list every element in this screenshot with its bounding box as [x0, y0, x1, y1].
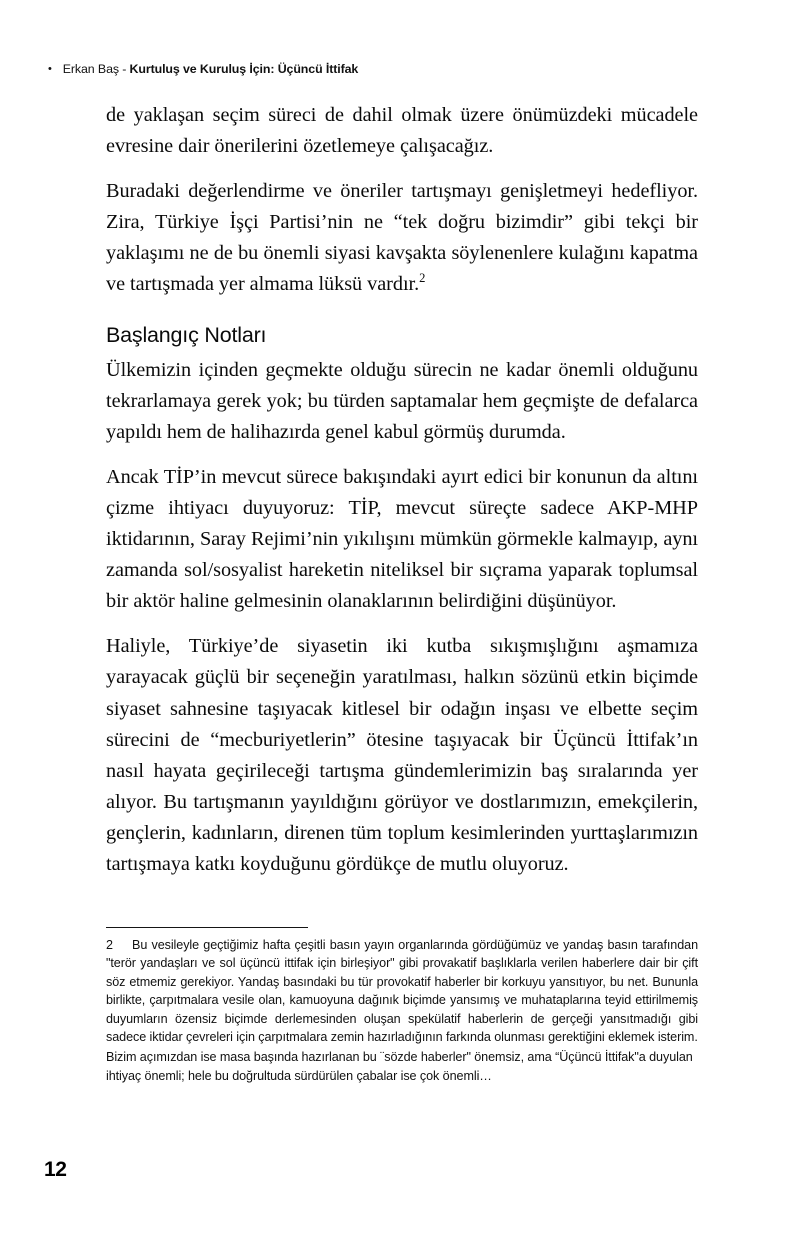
footnote-marker-2: 2	[419, 271, 426, 286]
footnote-2-text: Bu vesileyle geçtiğimiz hafta çeşitli basın yayın organlarında gördüğümüz ve yandaş basın tarafından "terör yandaşları ve sol üçüncü ittifak için birleşiyor" gibi provakatif başlıklarla verilen haberlere dair bir çift söz etmemiz gerekiyor. Yandaş basındaki bu tür provokatif haberler bir korkuyu yansıtıyor, bu net. Bununla birlikte, çarpıtmalara vesile olan, kamuoyuna dağınık biçimde yansımış ve muhataplarına teyid ettirilmemiş duyumların özensiz biçimde derlemesinden oluşan spekülatif haberlerin de gerçeği yansıtmadığı gibi sadece iktidar çevreleri için çarpıtmalara zemin hazırladığının farkında olunması gerektiğini eklemek isterim.	[106, 938, 698, 1045]
running-head-book-title: Kurtuluş ve Kuruluş İçin: Üçüncü İttifak	[129, 62, 359, 76]
running-head-author: Erkan Baş	[62, 62, 119, 76]
paragraph-2-text: Buradaki değerlendirme ve öneriler tartışmayı genişletmeyi hedefliyor. Zira, Türkiye İşçi Partisi’nin ne “tek doğru bizimdir” gibi tekçi bir yaklaşımı ne de bu önemli siyasi kavşakta söylenenlere kulağını kapatma ve tartışmada yer almama lüksü vardır.	[106, 180, 698, 296]
footnote-2-continued: Bizim açımızdan ise masa başında hazırlanan bu ¨sözde haberler" önemsiz, ama “Üçüncü İttifak"a duyulan ihtiyaç önemli; hele bu doğrultuda sürdürülen çabalar ise çok önemli…	[106, 1050, 693, 1083]
paragraph-4: Ancak TİP’in mevcut sürece bakışındaki ayırt edici bir konunun da altını çizme ihtiyacı duyuyoruz: TİP, mevcut süreçte sadece AKP-MHP iktidarının, Saray Rejimi’nin yıkılışını mümkün görmekle kalmayıp, aynı zamanda sol/sosyalist hareketin niteliksel bir sıçrama yaparak toplumsal bir aktör haline gelmesinin olanaklarının belirdiğini düşünüyor.	[106, 465, 698, 613]
text-column	[106, 100, 698, 880]
paragraph-2	[106, 176, 698, 300]
footnote-separator-rule	[106, 927, 308, 928]
running-head-separator: -	[118, 62, 130, 76]
bullet-icon: •	[48, 63, 52, 75]
paragraph-5: Haliyle, Türkiye’de siyasetin iki kutba sıkışmışlığını aşmamıza yarayacak güçlü bir seçeneğin yaratılması, halkın sözünü etkin biçimde siyaset sahnesine taşıyacak kitlesel bir odağın inşası ve elbette seçim sürecini de “mecburiyetlerin” ötesine taşıyacak bir Üçüncü İttifak’ın nasıl hayata geçirileceği tartışma gündemlerimizin baş sıralarında yer alıyor. Bu tartışmanın yayıldığını görüyor ve dostlarımızın, emekçilerin, gençlerin, kadınların, direnen tüm toplum kesimlerinden yurttaşlarımızın tartışmaya katkı koyduğunu gördükçe de mutlu oluyoruz.	[106, 635, 698, 875]
section-heading: Başlangıç Notları	[106, 322, 267, 347]
footnote-2	[106, 936, 698, 1046]
footnote-number: 2	[106, 938, 113, 952]
running-head	[48, 62, 708, 76]
page-number: 12	[44, 1158, 67, 1181]
footnote-block	[106, 927, 698, 1085]
paragraph-3: Ülkemizin içinden geçmekte olduğu sürecin ne kadar önemli olduğunu tekrarlamaya gerek yok; bu türden saptamalar hem geçmişte de defalarca yapıldı hem de halihazırda genel kabul görmüş durumda.	[106, 358, 698, 443]
paragraph-1: de yaklaşan seçim süreci de dahil olmak üzere önümüzdeki mücadele evresine dair önerilerini özetlemeye çalışacağız.	[106, 104, 698, 158]
